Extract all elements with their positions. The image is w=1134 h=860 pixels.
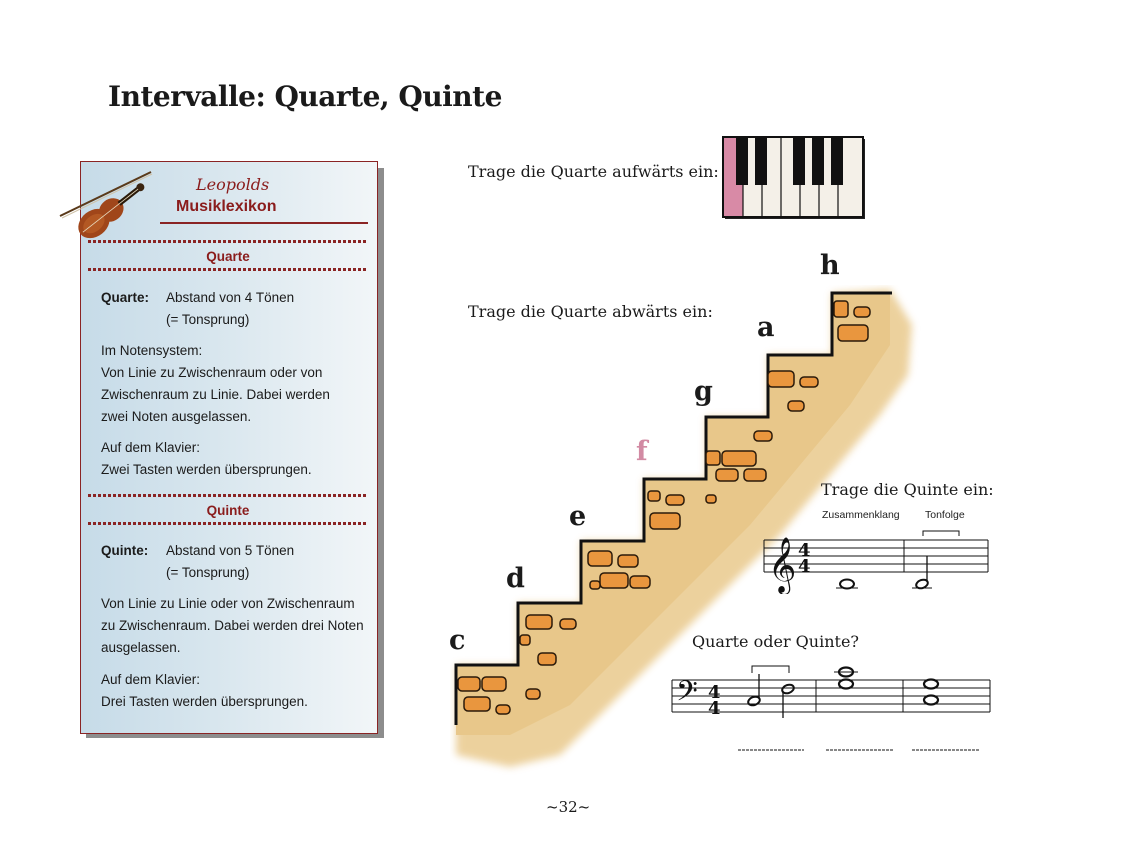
- stair-note-c: c: [449, 625, 466, 656]
- svg-text:4: 4: [798, 540, 811, 561]
- text-line: zwei Noten ausgelassen.: [101, 409, 252, 424]
- stair-note-e: e: [569, 501, 587, 532]
- section-divider: [88, 268, 368, 271]
- stair-note-d: d: [506, 563, 525, 594]
- prompt-quinte: Trage die Quinte ein:: [821, 480, 994, 499]
- stair-note-f-highlighted: f: [636, 436, 648, 467]
- staff-bass: [668, 660, 994, 764]
- prompt-quarte-up: Trage die Quarte aufwärts ein:: [468, 162, 719, 181]
- text-line: Im Notensystem:: [101, 343, 203, 358]
- section-divider: [88, 240, 368, 243]
- stair-note-a: a: [757, 312, 775, 343]
- text-line: Zwischenraum zu Linie. Dabei werden: [101, 387, 330, 402]
- bass-clef-icon: 𝄢: [676, 675, 698, 715]
- label-zusammenklang: Zusammenklang: [822, 509, 900, 521]
- text-line: Von Linie zu Linie oder von Zwischenraum: [101, 596, 355, 611]
- text-line: Auf dem Klavier:: [101, 440, 201, 455]
- page-title: Intervalle: Quarte, Quinte: [108, 80, 502, 113]
- whole-note-icon: [840, 580, 854, 589]
- stair-note-h: h: [820, 250, 840, 281]
- text-line: ausgelassen.: [101, 640, 181, 655]
- svg-text:4: 4: [708, 682, 721, 703]
- staff-treble: [760, 526, 994, 594]
- section-divider: [88, 494, 368, 497]
- section-heading-quinte: Quinte: [206, 503, 250, 518]
- section-heading-quarte: Quarte: [206, 249, 250, 264]
- text-line: zu Zwischenraum. Dabei werden drei Noten: [101, 618, 364, 633]
- term-quarte: Quarte:: [101, 290, 150, 305]
- lexicon-brand-rule: [160, 222, 368, 224]
- text-line: Zwei Tasten werden übersprungen.: [101, 462, 312, 477]
- text-line: Auf dem Klavier:: [101, 672, 201, 687]
- term-quinte: Quinte:: [101, 543, 149, 558]
- section-divider: [88, 522, 368, 525]
- treble-clef-icon: 𝄞: [768, 537, 797, 593]
- text-line: Von Linie zu Zwischenraum oder von: [101, 365, 323, 380]
- svg-text:4: 4: [798, 556, 811, 577]
- lexicon-brand-name: Leopolds: [196, 175, 270, 194]
- stair-note-g: g: [694, 376, 713, 407]
- definition-quarte-note: (= Tonsprung): [166, 312, 250, 327]
- page-number: ~32~: [546, 798, 591, 816]
- definition-quinte: Abstand von 5 Tönen: [166, 543, 295, 558]
- text-line: Drei Tasten werden übersprungen.: [101, 694, 308, 709]
- piano-keyboard: [722, 136, 868, 222]
- svg-text:4: 4: [708, 698, 721, 719]
- prompt-quarte-down: Trage die Quarte abwärts ein:: [468, 302, 713, 321]
- lexicon-brand-title: Musiklexikon: [176, 198, 277, 215]
- definition-quinte-note: (= Tonsprung): [166, 565, 250, 580]
- prompt-quarte-or-quinte: Quarte oder Quinte?: [692, 632, 859, 651]
- label-tonfolge: Tonfolge: [925, 509, 965, 521]
- definition-quarte: Abstand von 4 Tönen: [166, 290, 295, 305]
